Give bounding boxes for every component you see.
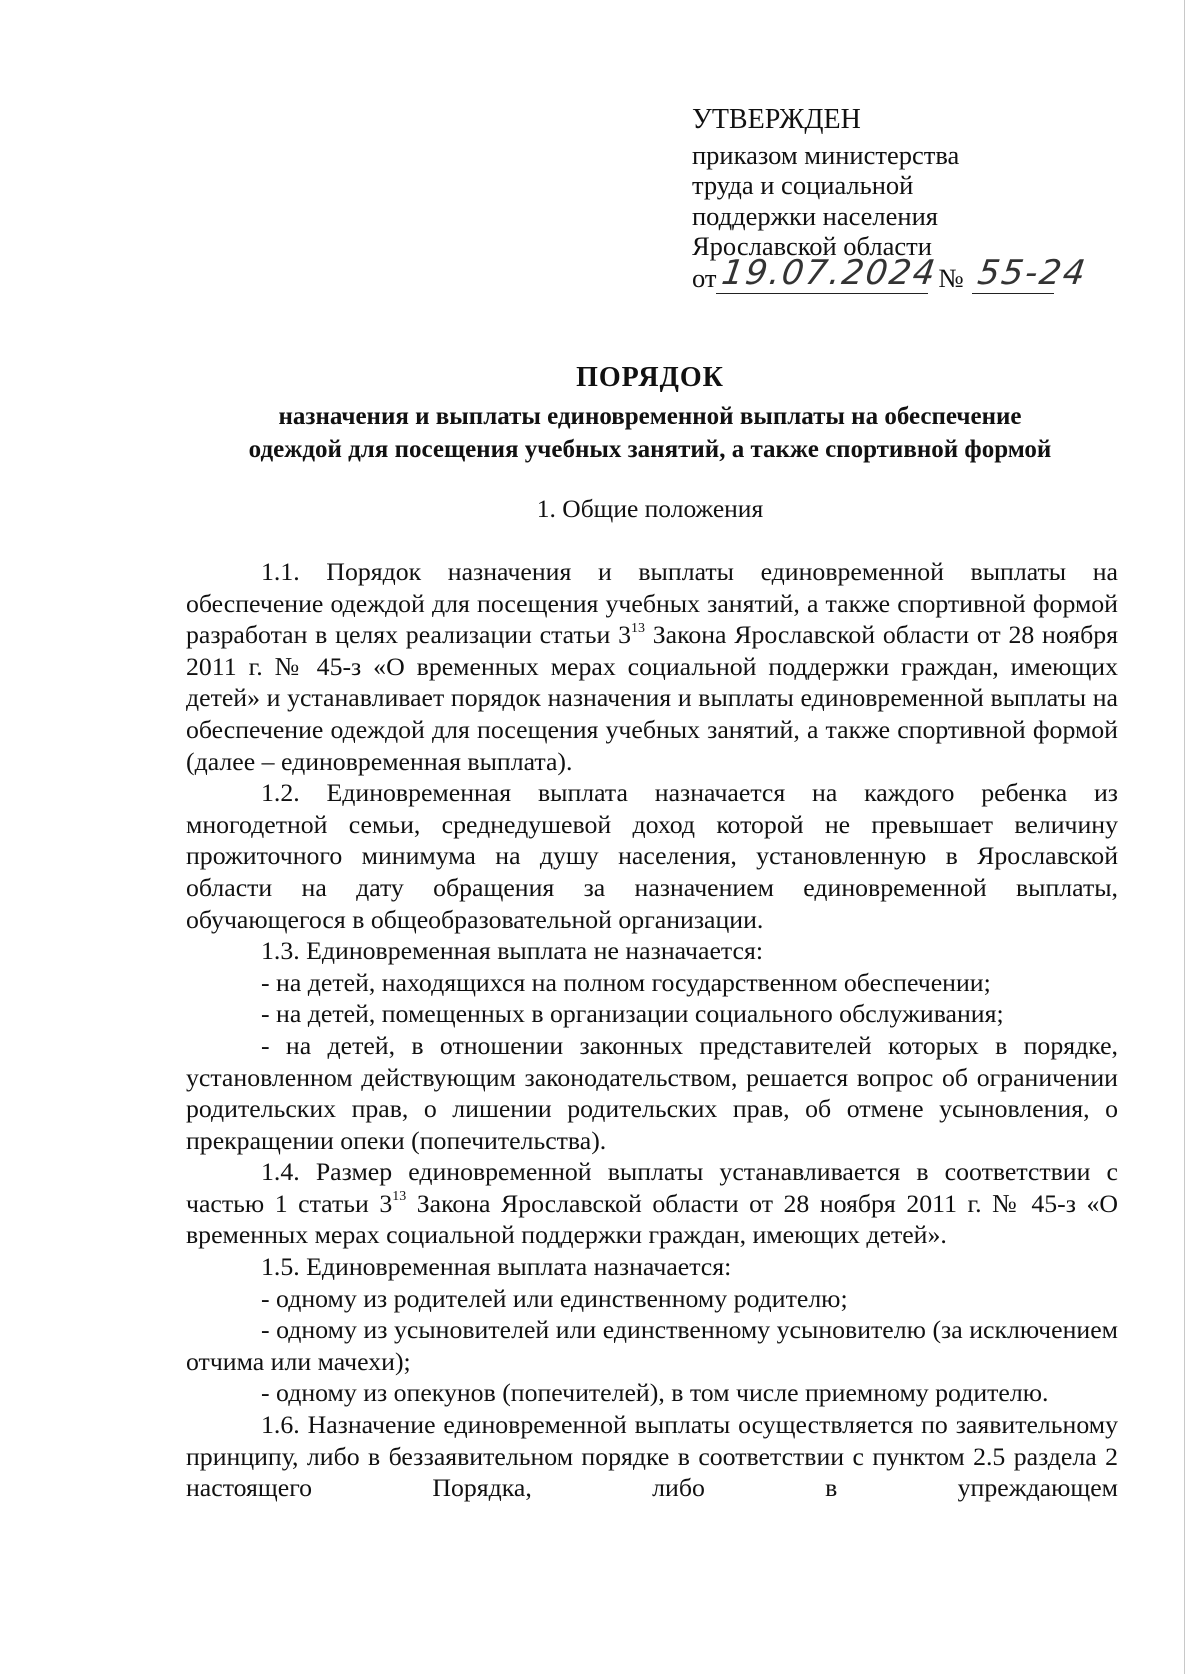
paragraph-1-3: 1.3. Единовременная выплата не назначается:: [261, 936, 763, 966]
approval-line: поддержки населения: [692, 200, 938, 231]
list-item: - одному из родителей или единственному родителю;: [261, 1283, 848, 1313]
subtitle-line: одеждой для посещения учебных занятий, а также спортивной формой: [248, 436, 1052, 463]
list-item: - одному из усыновителей или единственному усыновителю (за исключением отчима или мачехи);: [186, 1315, 1118, 1376]
document-title: ПОРЯДОК: [576, 362, 724, 393]
paragraph-1-2: 1.2. Единовременная выплата назначается на каждого ребенка из многодетной семьи, среднедушевой доход которой не превышает величину прожиточного минимума на душу населения, установленную в Ярославской области на дату обращения за назначением единовременной выплаты, обучающегося в общеобразовательной организации.: [186, 778, 1118, 934]
paragraph-1-1: [186, 556, 1118, 777]
approval-line: труда и социальной: [692, 170, 914, 200]
list-item: - одному из опекунов (попечителей), в том числе приемному родителю.: [261, 1378, 1049, 1408]
document-body: [186, 556, 1118, 1504]
paragraph-1-5: 1.5. Единовременная выплата назначается:: [261, 1252, 732, 1282]
superscript: 13: [630, 620, 645, 636]
list-item: - на детей, в отношении законных представителей которых в порядке, установленном действующим законодательством, решается вопрос об ограничении родительских прав, о лишении родительских прав, об отмене усыновления, о прекращении опеки (попечительства).: [186, 1030, 1118, 1155]
text-run: 1.1. Порядок назначения и выплаты единовременной выплаты на обеспечение одеждой для посещения учебных занятий, а также спортивной формой разработан в целях реализации статьи 3: [186, 557, 1118, 650]
order-date-number-line: [692, 252, 1090, 294]
order-number-field: [972, 252, 1090, 294]
list-item: - на детей, помещенных в организации социального обслуживания;: [261, 999, 1004, 1029]
approval-line: приказом министерства: [692, 139, 960, 170]
list-item: - на детей, находящихся на полном государственном обеспечении;: [261, 967, 991, 997]
date-prefix: от: [692, 263, 717, 293]
approval-heading: УТВЕРЖДЕН: [692, 104, 861, 135]
paragraph-1-4: [186, 1156, 1118, 1251]
handwritten-number: 55-24: [974, 252, 1090, 293]
paragraph-1-6: 1.6. Назначение единовременной выплаты осуществляется по заявительному принципу, либо в беззаявительном порядке в соответствии с пунктом 2.5 раздела 2 настоящего Порядка, либо в упреждающем: [186, 1410, 1118, 1503]
number-sign: №: [938, 263, 964, 293]
text-run: 1.4. Размер единовременной выплаты устанавливается в соответствии с частью 1 статьи 3: [186, 1157, 1118, 1218]
superscript: 13: [392, 1189, 407, 1205]
approval-block: [692, 104, 1090, 294]
handwritten-date: 19.07.2024: [719, 252, 940, 293]
text-run: Закона Ярославской области от 28 ноября 2011 г. № 45-з «О временных мерах социальной поддержки граждан, имеющих детей» и устанавливает порядок назначения и выплаты единовременной выплаты на обеспечение одеждой для посещения учебных занятий, а также спортивной формой (далее – единовременная выплата).: [186, 620, 1118, 776]
order-date-field: [716, 252, 940, 294]
scan-edge: [1184, 0, 1185, 1674]
text-run: Закона Ярославской области от 28 ноября 2011 г. № 45-з «О временных мерах социальной поддержки граждан, имеющих детей».: [186, 1188, 1118, 1250]
approval-line: Ярославской области: [692, 231, 932, 261]
section-heading: 1. Общие положения: [536, 494, 764, 523]
subtitle-line: назначения и выплаты единовременной выплаты на обеспечение: [278, 403, 1022, 430]
document-subtitle: [0, 400, 1200, 466]
